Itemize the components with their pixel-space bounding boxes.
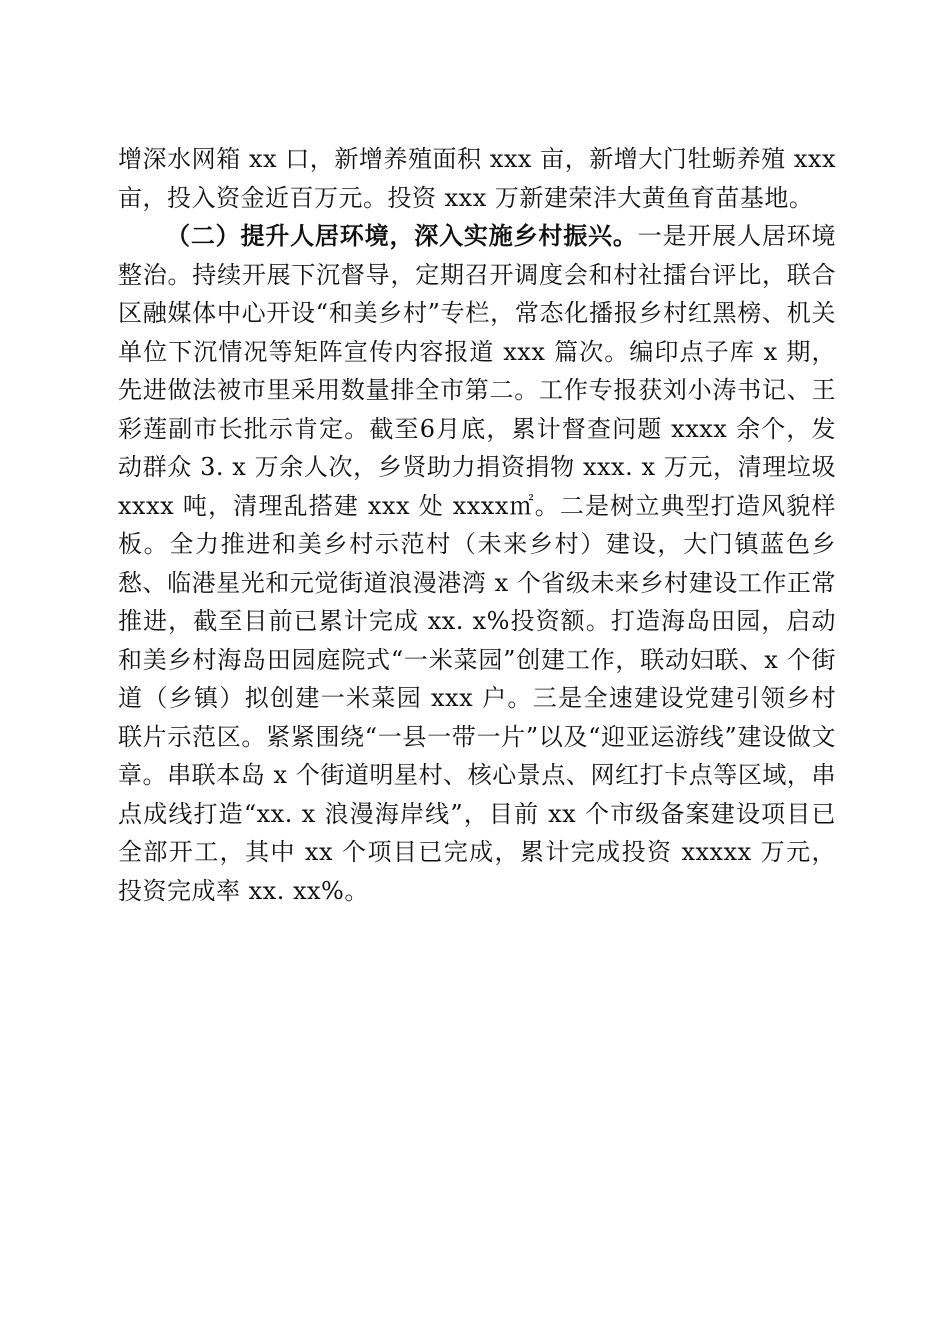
paragraph-section-two	[118, 217, 836, 910]
document-body	[118, 140, 836, 910]
section-heading: （二）提升人居环境，深入实施乡村振兴。	[166, 221, 638, 250]
section-body-text: 一是开展人居环境整治。持续开展下沉督导，定期召开调度会和村社擂台评比，联合区融媒体中心开设“和美乡村”专栏，常态化播报乡村红黑榜、机关单位下沉情况等矩阵宣传内容报道 xxx 篇次。编印点子库 x 期，先进做法被市里采用数量排全市第二。工作专报获刘小涛书记、王彩莲副市长批示肯定。截至6月底，累计督查问题 xxxx 余个，发动群众 3. x 万余人次，乡贤助力捐资捐物 xxx. x 万元，清理垃圾 xxxx 吨，清理乱搭建 xxx 处 xxxx㎡。二是树立典型打造风貌样板。全力推进和美乡村示范村（未来乡村）建设，大门镇蓝色乡愁、临港星光和元觉街道浪漫港湾 x 个省级未来乡村建设工作正常推进，截至目前已累计完成 xx. x%投资额。打造海岛田园，启动和美乡村海岛田园庭院式“一米菜园”创建工作，联动妇联、x 个街道（乡镇）拟创建一米菜园 xxx 户。三是全速建设党建引领乡村联片示范区。紧紧围绕“一县一带一片”以及“迎亚运游线”建设做文章。串联本岛 x 个街道明星村、核心景点、网红打卡点等区域，串点成线打造“xx. x 浪漫海岸线”，目前 xx 个市级备案建设项目已全部开工，其中 xx 个项目已完成，累计完成投资 xxxxx 万元，投资完成率 xx. xx%。	[118, 222, 837, 905]
paragraph-continuation: 增深水网箱 xx 口，新增养殖面积 xxx 亩，新增大门牡蛎养殖 xxx 亩，投入资金近百万元。投资 xxx 万新建荣沣大黄鱼育苗基地。	[118, 145, 836, 212]
